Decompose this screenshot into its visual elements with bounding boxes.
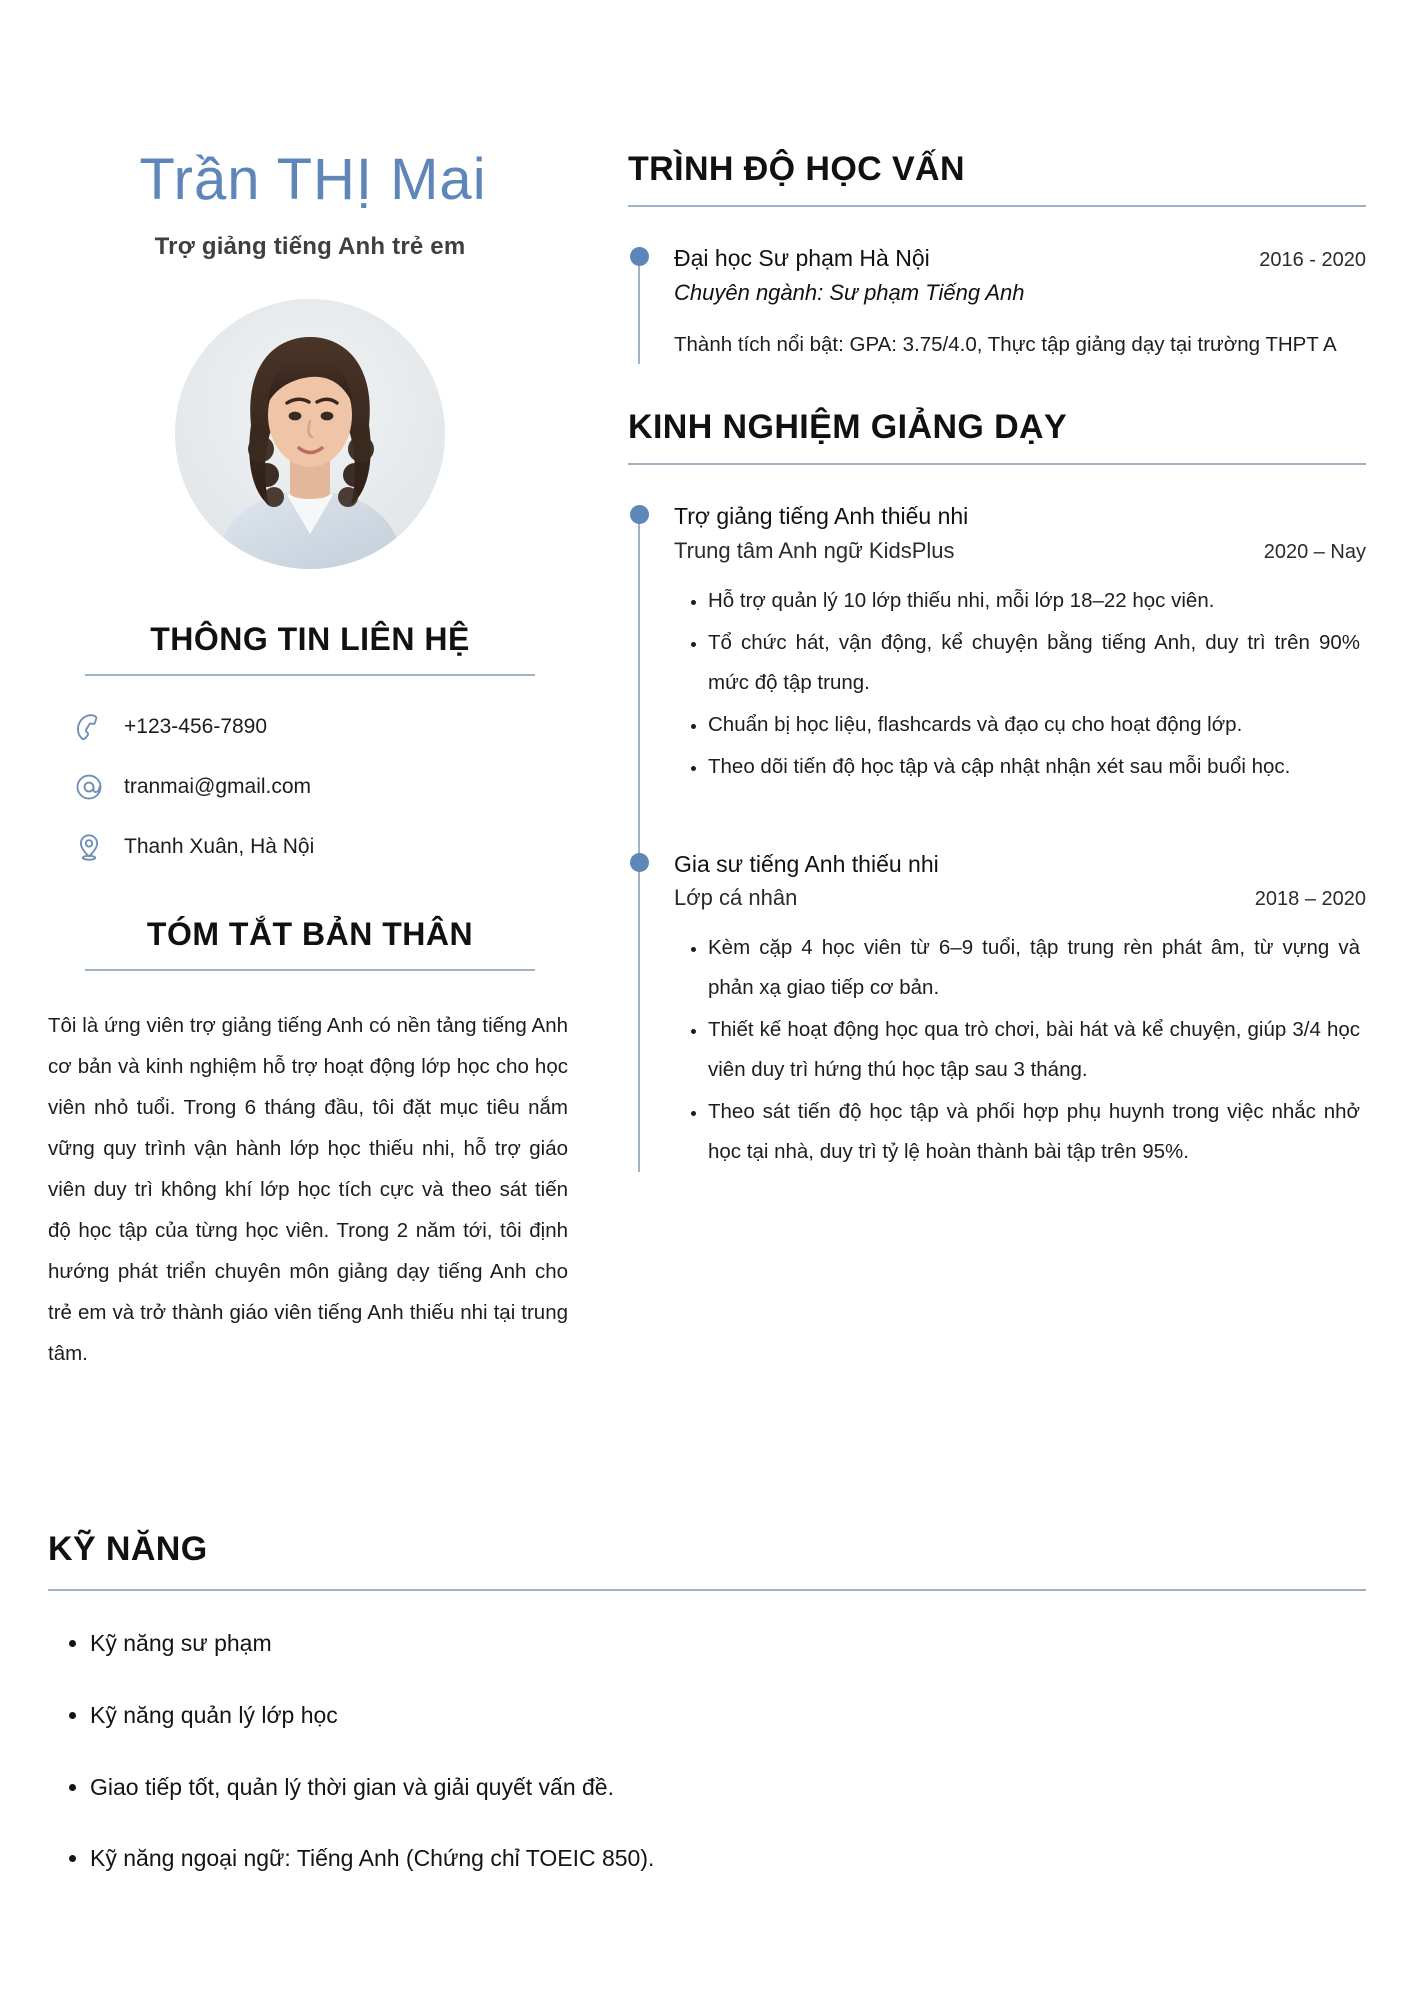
education-date: 2016 - 2020 <box>1259 249 1366 271</box>
contact-location-value: Thanh Xuân, Hà Nội <box>124 834 315 858</box>
summary-section-heading: TÓM TẮT BẢN THÂN <box>146 915 474 952</box>
list-item: • Tổ chức hát, vận động, kể chuyện bằng tiếng Anh, duy trì trên 90% mức độ tập trung. <box>708 623 1360 703</box>
phone-icon <box>72 710 106 744</box>
contact-item-email[interactable] <box>72 770 572 804</box>
timeline-dot-icon <box>630 247 649 266</box>
experience-item <box>674 499 1366 786</box>
left-column <box>48 147 608 1374</box>
list-item: • Giao tiếp tốt, quản lý thời gian và giải quyết vấn đề. <box>90 1769 1366 1806</box>
list-item: • Kỹ năng quản lý lớp học <box>90 1697 1366 1734</box>
right-column <box>608 150 1366 1180</box>
email-icon <box>72 770 106 804</box>
education-major: Chuyên ngành: Sư phạm Tiếng Anh <box>674 279 1025 305</box>
experience-section-heading: KINH NGHIỆM GIẢNG DẠY <box>628 408 1068 447</box>
contact-heading-rule <box>85 674 536 676</box>
candidate-name: Trần THỊ Mai <box>139 147 487 212</box>
skills-heading-rule <box>48 1589 1366 1591</box>
experience-role: Gia sư tiếng Anh thiếu nhi <box>674 850 939 877</box>
summary-text: Tôi là ứng viên trợ giảng tiếng Anh có nền tảng tiếng Anh cơ bản và kinh nghiệm hỗ trợ hoạt động lớp học cho học viên nhỏ tuổi. Trong 6 tháng đầu, tôi đặt mục tiêu nắm vững quy trình vận hành lớp học thiếu nhi, hỗ trợ giáo viên duy trì không khí lớp học tích cực và theo sát tiến độ học tập của từng học viên. Trong 2 năm tới, tôi định hướng phát triển chuyên môn giảng dạy tiếng Anh cho trẻ em và trở thành giáo viên tiếng Anh thiếu nhi tại trung tâm. <box>48 1013 568 1365</box>
experience-org: Trung tâm Anh ngữ KidsPlus <box>674 537 955 563</box>
timeline-dot-icon <box>630 853 649 872</box>
contact-item-location[interactable] <box>72 830 572 864</box>
candidate-job-title: Trợ giảng tiếng Anh trẻ em <box>154 232 466 260</box>
education-heading-rule <box>628 205 1366 207</box>
experience-bullet-list <box>674 928 1366 1172</box>
experience-date: 2018 – 2020 <box>1254 888 1366 911</box>
timeline-gap <box>674 795 1366 839</box>
list-item: • Theo dõi tiến độ học tập và cập nhật nhận xét sau mỗi buổi học. <box>708 747 1360 787</box>
list-item: • Chuẩn bị học liệu, flashcards và đạo cụ cho hoạt động lớp. <box>708 705 1360 745</box>
list-item: • Theo sát tiến độ học tập và phối hợp phụ huynh trong việc nhắc nhở học tại nhà, duy trì tỷ lệ hoàn thành bài tập trên 95%. <box>708 1092 1360 1172</box>
timeline-dot-icon <box>630 505 649 524</box>
experience-role: Trợ giảng tiếng Anh thiếu nhi <box>674 503 969 530</box>
contact-section-heading: THÔNG TIN LIÊN HỆ <box>150 620 470 657</box>
experience-heading-rule <box>628 463 1366 465</box>
experience-timeline <box>628 499 1366 1172</box>
education-school: Đại học Sư phạm Hà Nội <box>674 245 930 271</box>
list-item: • Hỗ trợ quản lý 10 lớp thiếu nhi, mỗi lớp 18–22 học viên. <box>708 581 1360 621</box>
list-item: • Kỹ năng sư phạm <box>90 1625 1366 1662</box>
list-item: • Thiết kế hoạt động học qua trò chơi, bài hát và kể chuyện, giúp 3/4 học viên duy trì hứng thú học tập sau 3 tháng. <box>708 1010 1360 1090</box>
contact-item-phone[interactable] <box>72 710 572 744</box>
contact-email-value: tranmai@gmail.com <box>124 774 312 798</box>
location-pin-icon <box>72 830 106 864</box>
avatar <box>175 299 445 569</box>
skills-section <box>48 1530 1366 1912</box>
summary-heading-rule <box>85 969 536 971</box>
contact-phone-value: +123-456-7890 <box>124 714 268 738</box>
education-detail: Thành tích nổi bật: GPA: 3.75/4.0, Thực tập giảng dạy tại trường THPT A <box>674 332 1337 356</box>
portrait-photo-icon <box>175 299 445 569</box>
list-item: • Kèm cặp 4 học viên từ 6–9 tuổi, tập trung rèn phát âm, từ vựng và phản xạ giao tiếp cơ bản. <box>708 928 1360 1008</box>
contact-list <box>48 710 572 864</box>
education-section-heading: TRÌNH ĐỘ HỌC VẤN <box>628 150 965 188</box>
experience-item <box>674 847 1366 1172</box>
skills-list <box>48 1625 1366 1877</box>
experience-date: 2020 – Nay <box>1263 540 1366 563</box>
experience-bullet-list <box>674 581 1366 787</box>
list-item: • Kỹ năng ngoại ngữ: Tiếng Anh (Chứng chỉ TOEIC 850). <box>90 1840 1366 1877</box>
experience-org: Lớp cá nhân <box>674 885 798 911</box>
education-item <box>674 241 1366 364</box>
education-timeline <box>628 241 1366 364</box>
skills-section-heading: KỸ NĂNG <box>48 1530 208 1568</box>
